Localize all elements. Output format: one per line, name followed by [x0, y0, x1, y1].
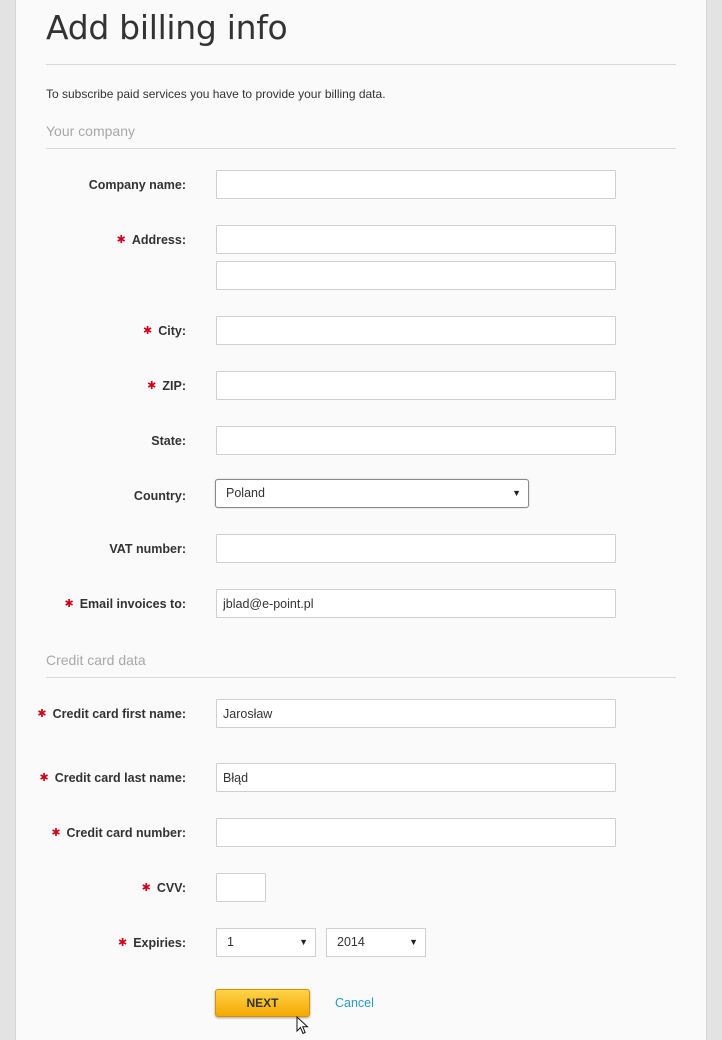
required-asterisk-icon: ✱	[147, 380, 157, 392]
required-asterisk-icon: ✱	[141, 882, 151, 894]
section-heading-company: Your company	[46, 123, 135, 139]
section-divider-card	[46, 677, 676, 678]
next-button[interactable]: NEXT	[215, 989, 310, 1017]
zip-input[interactable]	[216, 371, 616, 400]
required-asterisk-icon: ✱	[37, 708, 47, 720]
expiry-month-select[interactable]	[216, 928, 316, 957]
state-input[interactable]	[216, 426, 616, 455]
required-asterisk-icon: ✱	[39, 772, 49, 784]
address-line2-input[interactable]	[216, 261, 616, 290]
address-label: ✱ Address:	[116, 233, 186, 247]
cancel-link[interactable]: Cancel	[335, 996, 374, 1010]
card-number-input[interactable]	[216, 818, 616, 847]
company-name-input[interactable]	[216, 170, 616, 199]
zip-label: ✱ ZIP:	[147, 379, 186, 393]
title-divider	[46, 64, 676, 65]
section-heading-card: Credit card data	[46, 652, 146, 668]
expiry-year-select[interactable]	[326, 928, 426, 957]
card-first-name-label: ✱ Credit card first name:	[37, 707, 186, 721]
page-title: Add billing info	[46, 8, 288, 47]
city-label: ✱ City:	[143, 324, 186, 338]
cvv-label: ✱ CVV:	[141, 881, 186, 895]
card-last-name-label: ✱ Credit card last name:	[39, 771, 186, 785]
required-asterisk-icon: ✱	[51, 827, 61, 839]
company-name-label: Company name:	[88, 178, 186, 192]
section-divider-company	[46, 148, 676, 149]
country-select[interactable]	[215, 479, 529, 508]
vat-number-label: VAT number:	[109, 542, 186, 556]
email-invoices-label: ✱ Email invoices to:	[64, 597, 186, 611]
country-selected-value: Poland	[226, 486, 265, 500]
chevron-down-icon: ▼	[409, 937, 418, 947]
city-input[interactable]	[216, 316, 616, 345]
email-invoices-input[interactable]	[216, 589, 616, 618]
billing-form-panel	[15, 0, 707, 1040]
chevron-down-icon: ▼	[512, 488, 521, 498]
required-asterisk-icon: ✱	[117, 937, 128, 949]
state-label: State:	[151, 434, 186, 448]
expiry-year-value: 2014	[337, 935, 365, 949]
mouse-cursor-icon	[296, 1016, 310, 1036]
card-number-label: ✱ Credit card number:	[51, 826, 186, 840]
country-label: Country:	[133, 489, 186, 503]
required-asterisk-icon: ✱	[64, 598, 74, 610]
required-asterisk-icon: ✱	[143, 325, 153, 337]
required-asterisk-icon: ✱	[116, 234, 126, 246]
cvv-input[interactable]	[216, 873, 266, 902]
chevron-down-icon: ▼	[299, 937, 308, 947]
expiry-label: ✱ Expiries:	[117, 936, 186, 950]
card-first-name-input[interactable]	[216, 699, 616, 728]
address-line1-input[interactable]	[216, 225, 616, 254]
vat-number-input[interactable]	[216, 534, 616, 563]
expiry-month-value: 1	[227, 935, 234, 949]
intro-text: To subscribe paid services you have to provide your billing data.	[46, 87, 386, 101]
card-last-name-input[interactable]	[216, 763, 616, 792]
